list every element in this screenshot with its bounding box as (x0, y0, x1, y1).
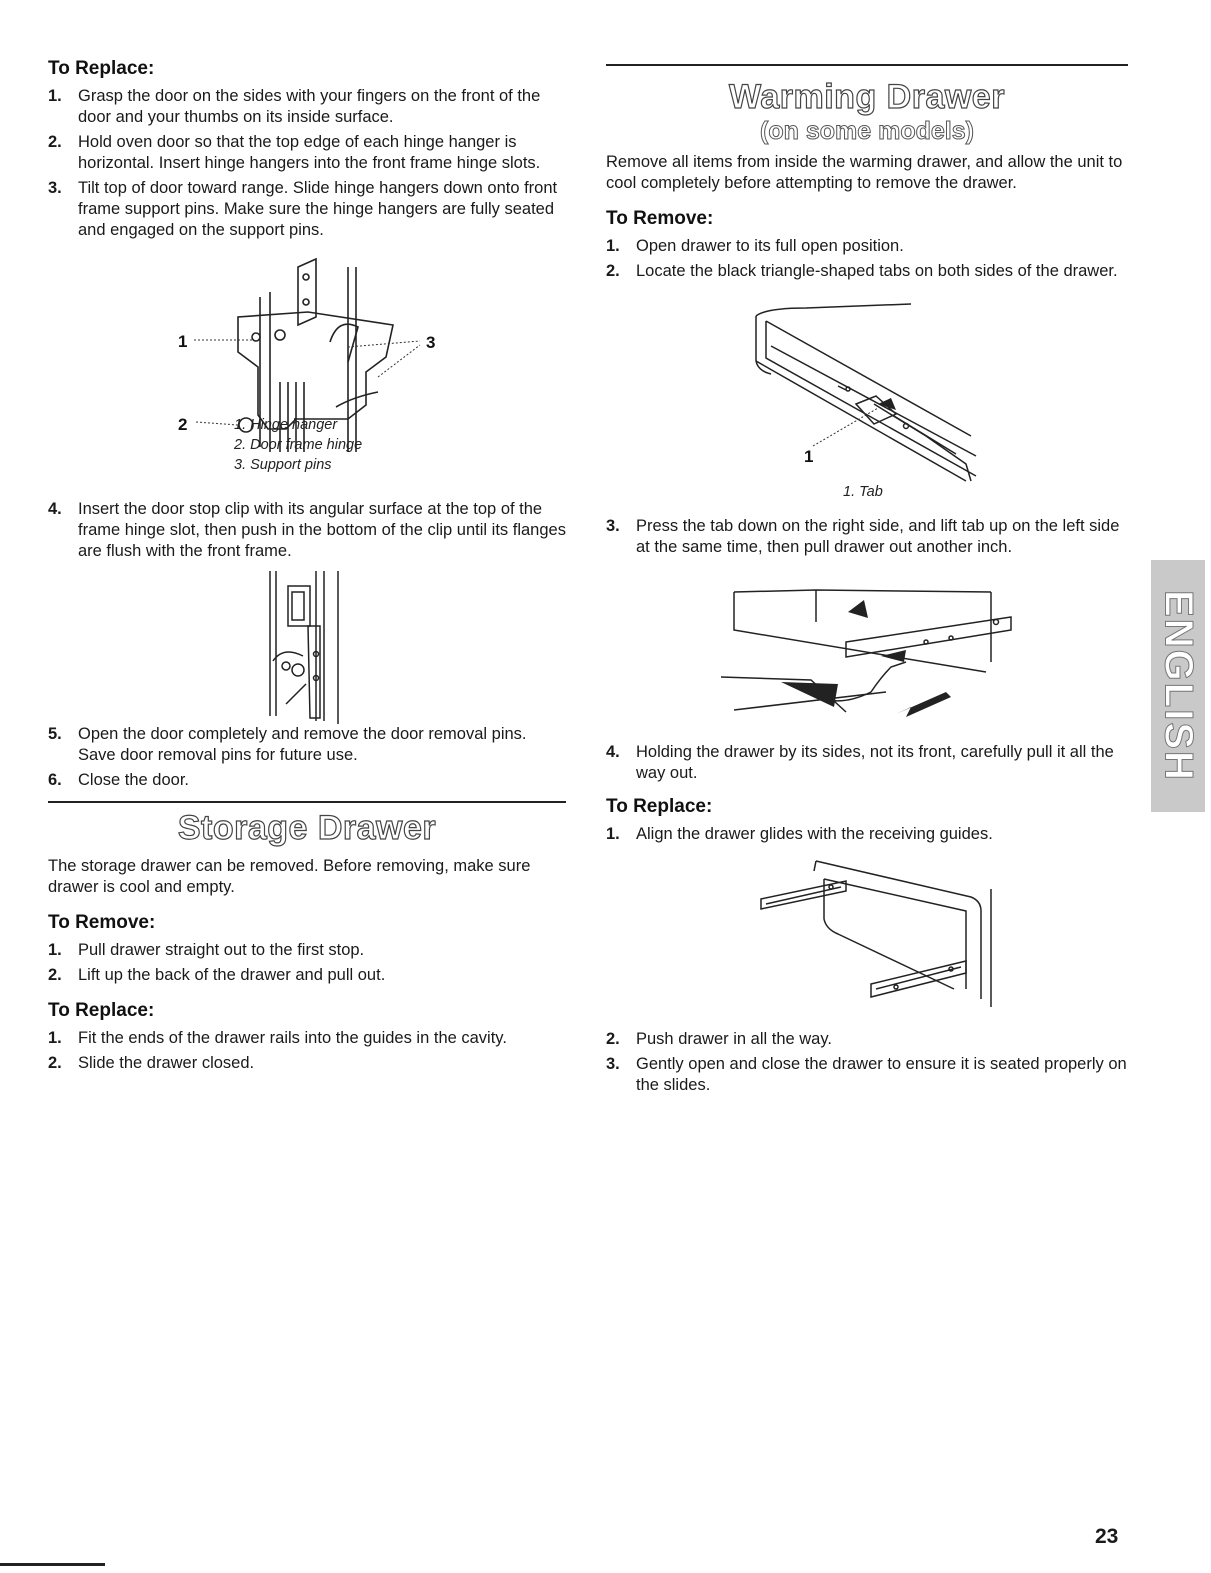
hinge-callout-1: 1 (178, 332, 188, 351)
warming-drawer-subtitle: (on some models) (760, 117, 974, 145)
list-item: 3. Gently open and close the drawer to ensure it is seated properly on the slides. (606, 1055, 1127, 1094)
section-divider (48, 801, 566, 803)
warming-replace-steps-cont (606, 1029, 1128, 1096)
warming-replace-steps (606, 824, 1128, 845)
list-item: 1. Fit the ends of the drawer rails into the guides in the cavity. (48, 1029, 507, 1047)
list-item: 2. Lift up the back of the drawer and pull out. (48, 966, 386, 984)
storage-replace-heading: To Replace: (48, 1000, 155, 1021)
list-item: 5. Open the door completely and remove the door removal pins. Save door removal pins for future use. (48, 725, 527, 764)
list-item: 1. Pull drawer straight out to the first stop. (48, 941, 365, 959)
section-divider (606, 64, 1128, 66)
pull-drawer-diagram (606, 562, 1128, 742)
warming-drawer-intro: Remove all items from inside the warming drawer, and allow the unit to cool completely before attempting to remove the drawer. (606, 153, 1123, 192)
left-column (48, 58, 566, 1078)
storage-replace-steps (48, 1028, 566, 1074)
door-replace-steps-final (48, 724, 566, 791)
language-tab-label: ENGLISH (1156, 590, 1201, 782)
list-item: 1. Open drawer to its full open position. (606, 237, 904, 255)
caption-line: 2. Door frame hinge (234, 437, 363, 453)
language-tab (1151, 560, 1205, 812)
footer-rule (0, 1563, 105, 1566)
caption-line: 1. Hinge hanger (234, 417, 338, 433)
list-item: 1. Align the drawer glides with the receiving guides. (606, 825, 993, 843)
list-item: 3. Press the tab down on the right side, and lift tab up on the left side at the same time, then pull drawer out another inch. (606, 517, 1120, 556)
caption-line: 3. Support pins (234, 457, 332, 473)
drawer-glides-diagram (606, 849, 1128, 1029)
list-item: 3. Tilt top of door toward range. Slide hinge hangers down onto front frame support pins. Make sure the hinge hangers are fully seated and engaged on the support pins. (48, 179, 558, 239)
hinge-captions (234, 415, 362, 475)
hinge-figure (48, 247, 566, 499)
storage-remove-steps (48, 940, 566, 986)
warming-remove-steps-cont (606, 516, 1128, 558)
door-replace-steps (48, 86, 566, 241)
tab-callout-1: 1 (804, 447, 814, 466)
drawer-tab-figure (606, 286, 1128, 516)
list-item: 6. Close the door. (48, 771, 189, 789)
page-number: 23 (1095, 1525, 1119, 1548)
list-item: 4. Holding the drawer by its sides, not its front, carefully pull it all the way out. (606, 743, 1114, 782)
pull-drawer-figure (606, 562, 1128, 742)
list-item: 2. Hold oven door so that the top edge of each hinge hanger is horizontal. Insert hinge hangers into the front frame hinge slots. (48, 133, 541, 172)
storage-drawer-title: Storage Drawer (177, 809, 437, 847)
warming-remove-steps-final (606, 742, 1128, 784)
warming-drawer-title: Warming Drawer (729, 78, 1005, 116)
list-item: 2. Slide the drawer closed. (48, 1054, 255, 1072)
list-item: 1. Grasp the door on the sides with your fingers on the front of the door and your thumbs on its inside surface. (48, 87, 541, 126)
door-replace-steps-cont (48, 499, 566, 562)
hinge-callout-3: 3 (426, 333, 436, 352)
warming-remove-heading: To Remove: (606, 208, 714, 229)
list-item: 2. Push drawer in all the way. (606, 1030, 832, 1048)
door-stop-clip-figure (48, 566, 566, 724)
door-stop-clip-diagram (48, 566, 566, 724)
drawer-tab-diagram (606, 286, 1128, 516)
warming-replace-heading: To Replace: (606, 796, 713, 817)
storage-remove-heading: To Remove: (48, 912, 156, 933)
hinge-callout-2: 2 (178, 415, 188, 434)
right-column (606, 64, 1128, 1100)
door-replace-heading: To Replace: (48, 58, 155, 79)
list-item: 2. Locate the black triangle-shaped tabs on both sides of the drawer. (606, 262, 1118, 280)
tab-caption: 1. Tab (843, 484, 883, 500)
drawer-glides-figure (606, 849, 1128, 1029)
list-item: 4. Insert the door stop clip with its angular surface at the top of the frame hinge slot, then push in the bottom of the clip until its flanges are flush with the front frame. (48, 500, 566, 560)
storage-drawer-intro: The storage drawer can be removed. Before removing, make sure drawer is cool and empty. (48, 857, 531, 896)
warming-remove-steps (606, 236, 1128, 282)
